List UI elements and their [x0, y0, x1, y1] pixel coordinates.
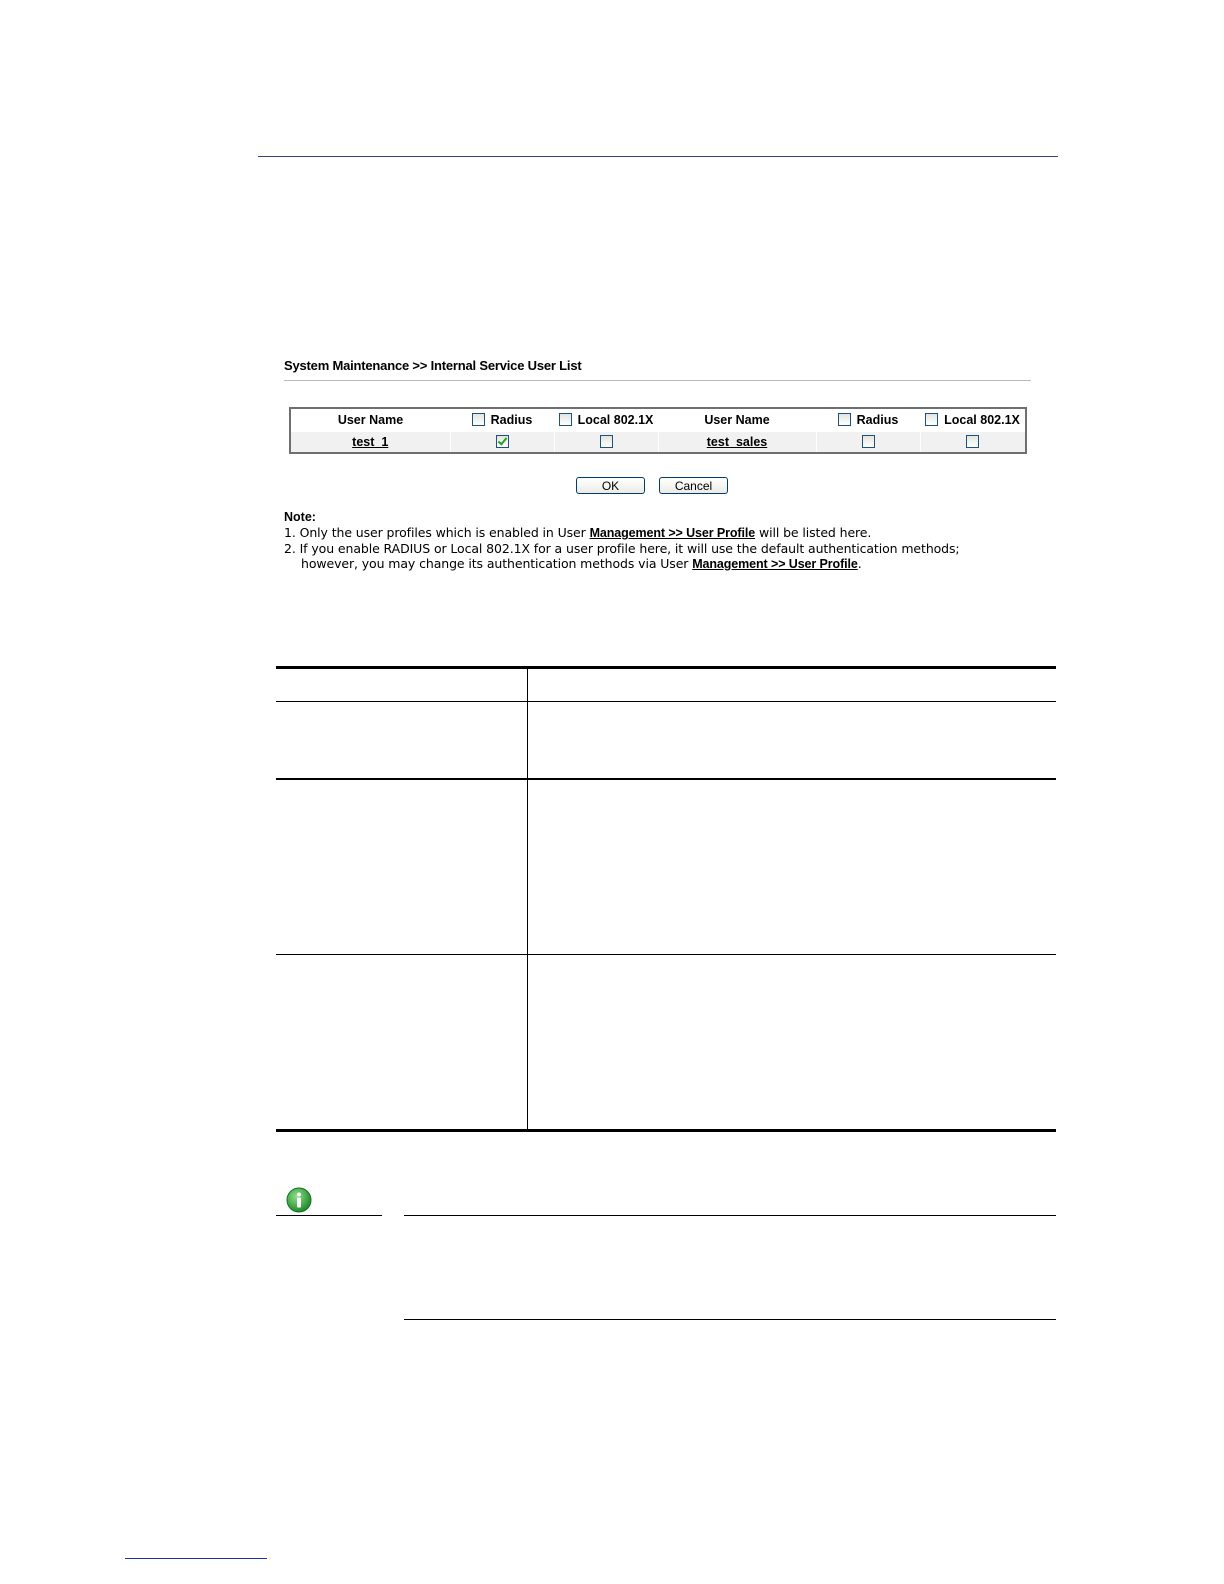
- note-line-2: 2. If you enable RADIUS or Local 802.1X for a user profile here, it will use the default authentication methods;: [284, 541, 960, 556]
- footer-rule: [125, 1558, 267, 1559]
- cancel-button[interactable]: Cancel: [659, 477, 728, 494]
- column-header-radius: Radius: [450, 409, 554, 432]
- column-header-user-name-2: User Name: [704, 413, 770, 428]
- select-all-local-8021x-checkbox-2[interactable]: [925, 413, 938, 426]
- table-row-divider: [276, 954, 1056, 955]
- column-header-radius-2: Radius: [816, 409, 920, 432]
- info-box-bottom-rule: [404, 1319, 1056, 1320]
- column-header-user-name: User Name: [337, 413, 404, 428]
- header-rule: [258, 156, 1058, 157]
- table-row-divider: [276, 701, 1056, 702]
- local-8021x-checkbox-test-1[interactable]: [600, 435, 613, 448]
- user-profile-link-2[interactable]: Management >> User Profile: [692, 557, 858, 571]
- user-link-test-1[interactable]: test_1: [352, 434, 389, 449]
- select-all-radius-checkbox[interactable]: [472, 413, 485, 426]
- table-row-divider: [276, 778, 1056, 780]
- column-header-local-8021x-2: Local 802.1X: [920, 409, 1025, 432]
- note-heading: Note:: [284, 510, 316, 524]
- note-line-1: 1. Only the user profiles which is enabled in User Management >> User Profile will be listed here.: [284, 525, 872, 540]
- description-table: [276, 666, 1056, 1132]
- local-8021x-checkbox-test-sales[interactable]: [966, 435, 979, 448]
- note-line-3: however, you may change its authentication methods via User Management >> User Profile.: [301, 556, 862, 571]
- radius-checkbox-test-1[interactable]: [496, 435, 509, 448]
- table-top-border: [276, 666, 1056, 669]
- select-all-local-8021x-checkbox[interactable]: [559, 413, 572, 426]
- user-link-test-sales[interactable]: test_sales: [706, 434, 768, 449]
- table-column-divider: [527, 666, 528, 1132]
- user-profile-link-1[interactable]: Management >> User Profile: [589, 526, 756, 540]
- page-title: System Maintenance >> Internal Service User List: [284, 358, 582, 373]
- info-rule: [276, 1215, 382, 1216]
- radius-checkbox-test-sales[interactable]: [862, 435, 875, 448]
- ok-button[interactable]: OK: [576, 477, 645, 494]
- info-box-top-rule: [404, 1215, 1056, 1216]
- table-row: [291, 432, 1025, 452]
- select-all-radius-checkbox-2[interactable]: [838, 413, 851, 426]
- table-header-row: [291, 409, 1025, 432]
- info-icon: [286, 1187, 312, 1213]
- column-header-local-8021x: Local 802.1X: [554, 409, 658, 432]
- user-list-table: [289, 407, 1027, 454]
- table-bottom-border: [276, 1129, 1056, 1132]
- title-divider: [284, 380, 1031, 381]
